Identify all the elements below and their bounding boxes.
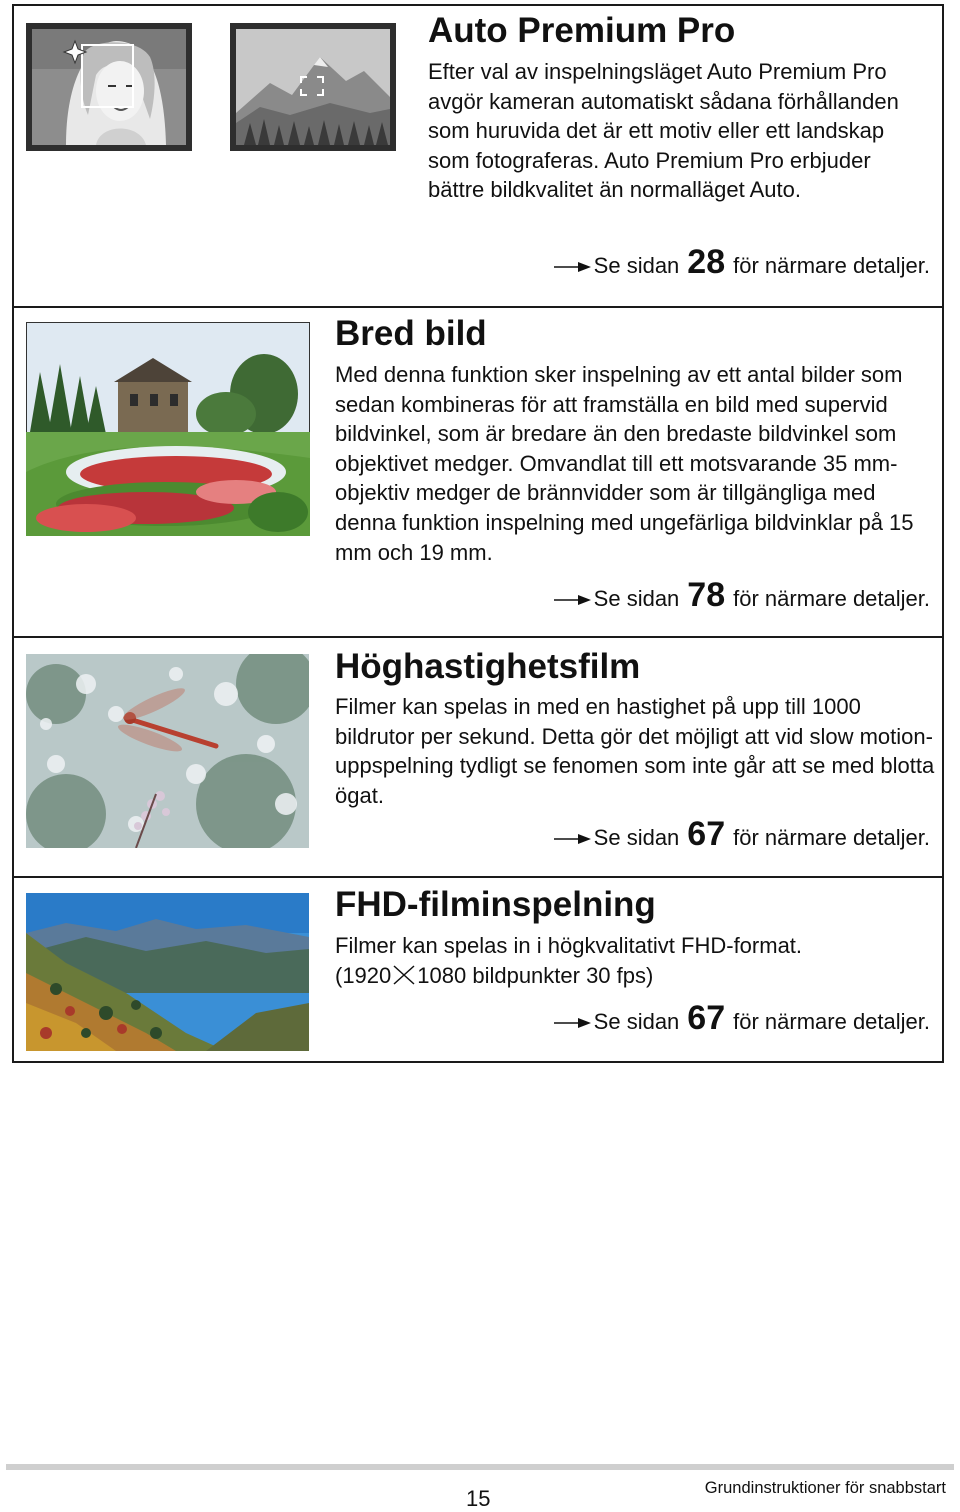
section-title: Bred bild <box>335 314 487 353</box>
arrow-right-icon <box>554 260 592 274</box>
section-divider <box>12 306 944 308</box>
ref-page-number: 67 <box>687 815 726 853</box>
dragonfly-image <box>26 654 309 848</box>
mountain-landscape-image <box>26 893 309 1051</box>
section-description <box>335 931 935 990</box>
ref-prefix: Se sidan <box>593 253 680 278</box>
resolution-rest: 1080 bildpunkter 30 fps) <box>417 962 654 988</box>
ref-page-number: 67 <box>687 999 726 1037</box>
section-description: Filmer kan spelas in med en hastighet på upp till 1000 bildrutor per sekund. Detta gör det möjligt att vid slow motion-uppspelning tydligt se fenomen som inte går att se med blotta ögat. <box>335 694 935 808</box>
page-reference <box>554 576 930 614</box>
section-title: Höghastighetsfilm <box>335 647 641 686</box>
section-title: Auto Premium Pro <box>428 11 736 50</box>
ref-page-number: 78 <box>687 576 726 614</box>
ref-suffix: för närmare detaljer. <box>733 253 930 278</box>
portrait-scene-image <box>26 23 192 151</box>
page-reference <box>554 815 930 853</box>
landscape-scene-image <box>230 23 396 151</box>
page-reference <box>554 999 930 1037</box>
ref-suffix: för närmare detaljer. <box>733 1009 930 1034</box>
ref-prefix: Se sidan <box>593 586 680 611</box>
page-number: 15 <box>466 1486 491 1511</box>
ref-suffix: för närmare detaljer. <box>733 586 930 611</box>
section-title: FHD-filminspelning <box>335 885 656 924</box>
section-description: Med denna funktion sker inspelning av ett antal bilder som sedan kombineras för att framställa en bild med supervid bildvinkel, som är bredare än den bredaste bildvinkel som objektivet medger. Omvandlat till ett motsvarande 35 mm-objektiv medger de brännvidder som är tillgängliga med denna funktion inspelning med ungefärliga bildvinklar på 15 mm och 19 mm. <box>335 362 914 565</box>
multiply-icon <box>392 964 416 986</box>
page-reference <box>554 243 930 281</box>
ref-prefix: Se sidan <box>593 825 680 850</box>
section-divider <box>12 876 944 878</box>
section-description: Efter val av inspelningsläget Auto Premium Pro avgör kameran automatiskt sådana förhållanden som huruvida det är ett motiv eller ett landskap som fotograferas. Auto Premium Pro erbjuder bättre bildkvalitet än normalläget Auto. <box>428 59 899 203</box>
resolution-width: (1920 <box>335 962 392 988</box>
arrow-right-icon <box>554 1016 592 1030</box>
arrow-right-icon <box>554 832 592 846</box>
section-divider <box>12 636 944 638</box>
footer-rule <box>6 1464 954 1470</box>
wide-garden-image <box>26 322 310 536</box>
ref-prefix: Se sidan <box>593 1009 680 1034</box>
arrow-right-icon <box>554 593 592 607</box>
footer-title: Grundinstruktioner för snabbstart <box>704 1479 946 1497</box>
description-line: Filmer kan spelas in i högkvalitativt FHD-format. <box>335 933 803 958</box>
ref-page-number: 28 <box>687 243 726 281</box>
ref-suffix: för närmare detaljer. <box>733 825 930 850</box>
description-line <box>335 961 935 991</box>
